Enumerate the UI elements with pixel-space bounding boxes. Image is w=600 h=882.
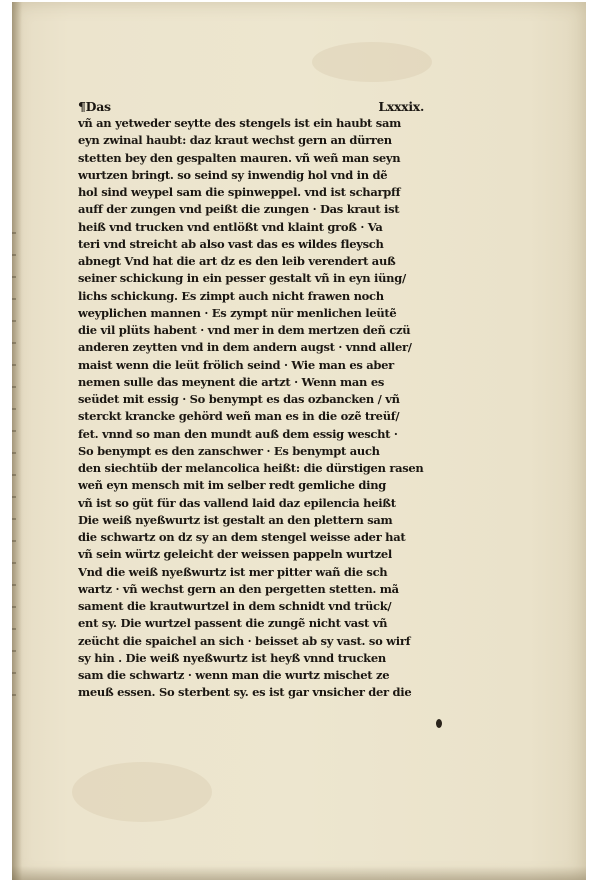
text-line: hol sind weypel sam die spinweppel. vnd ist scharpff (78, 185, 401, 199)
text-line: sament die krautwurtzel in dem schnidt vnd trück/ (78, 599, 392, 613)
text-line: zeücht die spaichel an sich · beisset ab sy vast. so wirf (78, 633, 411, 648)
text-line: sterckt krancke gehörd weñ man es in die ozẽ treüf/ (78, 409, 400, 424)
text-line: stetten bey den gespalten mauren. vñ weñ man seyn (78, 150, 401, 165)
text-line: auff der zungen vnd peißt die zungen · Das kraut ist (78, 202, 400, 217)
text-line: ent sy. Die wurtzel passent die zungẽ nicht vast vñ (78, 616, 388, 631)
text-line: fet. vnnd so man den mundt auß dem essig wescht · (78, 426, 398, 441)
text-line: die vil plüts habent · vnd mer in dem mertzen deñ czü (78, 323, 411, 337)
text-line: heiß vnd trucken vnd entlößt vnd klaint groß · Va (78, 219, 383, 234)
text-line: eyn zwinal haubt: daz kraut wechst gern an dürren (78, 133, 392, 148)
text-line: meuß essen. So sterbent sy. es ist gar vnsicher der die (78, 685, 412, 700)
book-page (12, 2, 586, 880)
printed-text-block (78, 98, 430, 702)
binding-thread-marks (12, 232, 16, 702)
chapter-heading: ¶Das (78, 99, 111, 114)
text-line: seiner schickung in ein pesser gestalt vñ in eyn iüng/ (78, 271, 406, 286)
text-line: lichs schickung. Es zimpt auch nicht frawen noch (78, 288, 384, 303)
paper-stain (72, 762, 212, 822)
text-line: die schwartz on dz sy an dem stengel weisse ader hat (78, 530, 406, 544)
text-line: wartz · vñ wechst gern an den pergetten stetten. mã (78, 581, 399, 596)
page-bottom-shadow (12, 866, 586, 880)
text-line: sy hin . Die weiß nyeßwurtz ist heyß vnnd trucken (78, 650, 386, 665)
text-line: vñ sein würtz geleicht der weissen pappeln wurtzel (78, 547, 392, 562)
text-line: vñ an yetweder seytte des stengels ist ein haubt sam (78, 116, 401, 130)
text-line: So benympt es den zanschwer · Es benympt auch (78, 443, 380, 458)
text-line: Vnd die weiß nyeßwurtz ist mer pitter wañ die sch (78, 564, 388, 579)
text-line: weyplichen mannen · Es zympt nür menlichen leütẽ (78, 305, 397, 320)
paper-stain (312, 42, 432, 82)
text-line: nemen sulle das meynent die artzt · Wenn man es (78, 374, 385, 389)
text-line: anderen zeytten vnd in dem andern augst · vnnd aller/ (78, 340, 412, 355)
text-line: seüdet mit essig · So benympt es das ozbancken / vñ (78, 392, 400, 406)
text-line: teri vnd streicht ab also vast das es wildes fleysch (78, 236, 384, 251)
text-line: vñ ist so güt für das vallend laid daz epilencia heißt (78, 495, 396, 510)
folio-number: Lxxxix. (378, 99, 424, 114)
text-line: den siechtüb der melancolica heißt: die dürstigen rasen (78, 461, 424, 475)
text-line: Die weiß nyeßwurtz ist gestalt an den plettern sam (78, 512, 393, 527)
ink-blot (436, 719, 442, 728)
text-line: wurtzen bringt. so seind sy inwendig hol vnd in dẽ (78, 167, 388, 182)
text-lines (78, 115, 430, 702)
text-line: abnegt Vnd hat die art dz es den leib verendert auß (78, 254, 396, 268)
text-line: weñ eyn mensch mit im selber redt gemliche ding (78, 478, 386, 493)
text-line: maist wenn die leüt frölich seind · Wie man es aber (78, 357, 394, 372)
text-line: sam die schwartz · wenn man die wurtz mischet ze (78, 668, 390, 682)
running-header (78, 98, 430, 115)
